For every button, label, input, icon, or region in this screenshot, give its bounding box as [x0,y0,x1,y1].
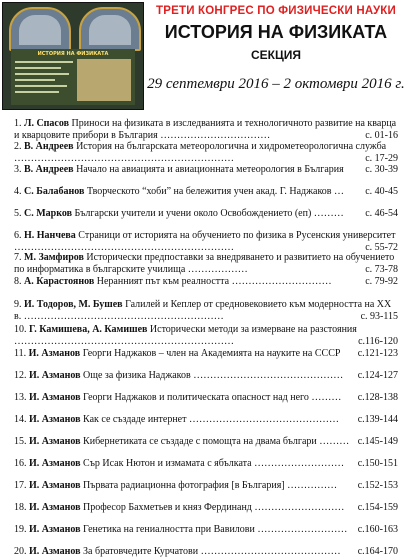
congress-heading: ТРЕТИ КОНГРЕС ПО ФИЗИЧЕСКИ НАУКИ [156,5,396,17]
entry-dots: …………………………………… [200,546,341,557]
toc-entry [14,186,398,198]
entry-title: Генетика на гениалността при Вавилови [83,524,255,535]
toc-entry [14,370,398,382]
page-title: ИСТОРИЯ НА ФИЗИКАТА [164,22,388,42]
entry-authors: М. Замфиров [24,252,84,263]
entry-authors: С. Марков [24,208,73,219]
entry-dots: … [334,186,345,197]
entry-page: с.124-127 [357,370,398,381]
entry-authors: И. Азманов [29,546,81,557]
window-decoration [79,7,141,51]
entry-page: с. 46-54 [365,208,398,219]
entry-number: 13. [14,392,27,403]
entry-dots: ………………………………………………………… [14,241,234,253]
entry-number: 8. [14,276,22,287]
entry-dots: ……………………… [254,458,345,469]
entry-page: с. 01-16 [365,129,398,141]
entry-page: с. 55-72 [365,241,398,253]
entry-number: 17. [14,480,27,491]
toc-entry [14,324,398,347]
entry-page: с.121-123 [357,348,398,359]
entry-authors: И. Азманов [29,414,81,425]
toc-entry [14,392,398,404]
entry-title: За братовчедите Курчатови [83,546,199,557]
entry-authors: И. Тодоров, М. Бушев [24,299,123,310]
toc-entry [14,546,398,558]
entry-number: 2. [14,141,22,152]
entry-dots: ……… [311,392,342,403]
toc-entry [14,436,398,448]
section-label: СЕКЦИЯ [250,48,301,62]
entry-number: 3. [14,164,22,175]
entry-title: Георги Наджаков – член на Академията на науките на СССР [82,348,341,359]
entry-page: с.164-170 [357,546,398,557]
entry-authors: И. Азманов [29,370,81,381]
entry-page: с.152-153 [357,480,398,491]
entry-title: Кибернетиката се създаде с помощта на двама българи [83,436,317,447]
entry-authors: Н. Нанчева [24,230,76,241]
entry-number: 5. [14,208,22,219]
toc-entry [14,276,398,288]
entry-title: Първата радиационна фотография [в България] [83,480,285,491]
entry-dots: …………………………………………………… [23,310,224,322]
entry-number: 16. [14,458,27,469]
entry-page: с.128-138 [357,392,398,403]
header [0,0,408,112]
toc-entry [14,348,398,360]
entry-number: 14. [14,414,27,425]
entry-authors: И. Азманов [29,458,81,469]
entry-dots: ……………………… [254,502,345,513]
toc-entry [14,230,398,253]
entry-number: 15. [14,436,27,447]
entry-number: 10. [14,324,27,335]
entry-page: с.116-120 [358,335,398,347]
entry-number: 6. [14,230,22,241]
entry-authors: Г. Камишева, А. Камишев [29,324,148,335]
entry-dots: …………………………… [160,129,271,141]
entry-dots: ……… [319,436,350,447]
entry-title: Исторически методи за измерване на разстояния [149,324,357,335]
entry-number: 11. [14,348,27,359]
entry-page: с.160-163 [357,524,398,535]
entry-authors: И. Азманов [29,524,81,535]
entry-number: 1. [14,118,22,129]
entry-page: с.150-151 [357,458,398,469]
entry-dots: ……………… [187,263,248,275]
entry-title: История на българската метеорологична и хидрометеорологична служба [76,141,387,152]
entry-title: Неранният път към реалността [96,276,230,287]
entry-authors: И. Азманов [28,348,81,359]
toc-entry [14,164,398,176]
toc-entry [14,458,398,470]
entry-title: Творческото “хоби” на бележития учен акад. Г. Наджаков [86,186,332,197]
entry-authors: И. Азманов [29,480,81,491]
entry-title: Исторически предпоставки за внедряването и развитието на обучението по информатика в българските училища [14,252,395,275]
entry-title: Начало на авиацията и авиационната метеорология в България [76,164,344,175]
toc-entry [14,208,398,220]
toc-entry [14,118,398,141]
entry-title: Още за физика Наджаков [83,370,191,381]
poster-panel [11,49,135,105]
entry-authors: С. Балабанов [24,186,85,197]
toc-entry [14,480,398,492]
entry-page: с.139-144 [357,414,398,425]
entry-dots: ……… [313,208,344,219]
entry-title: Професор Бахметьев и княз Фердинанд [83,502,252,513]
entry-page: с.145-149 [357,436,398,447]
entry-dots: ……………………… [257,524,348,535]
conference-dates: 29 септември 2016 – 2 октомври 2016 г. [147,76,405,92]
entry-page: с. 93-115 [360,310,398,322]
entry-title: Сър Исак Нютон и измамата с ябълката [83,458,252,469]
entry-title: Страници от историята на обучението по физика в Русенския университет [78,230,396,241]
entry-page: с. 30-39 [365,164,398,175]
toc-entry [14,299,398,322]
entry-dots: ………………………… [231,276,332,287]
entry-number: 18. [14,502,27,513]
toc-entry [14,524,398,536]
entry-authors: В. Андреев [24,164,74,175]
entry-dots: ………………………………………………………… [14,335,234,347]
entry-number: 4. [14,186,22,197]
toc-entry [14,141,398,164]
window-decoration [9,7,71,51]
entry-number: 19. [14,524,27,535]
entry-page: с. 73-78 [365,263,398,275]
entry-page: с. 40-45 [365,186,398,197]
entry-authors: И. Азманов [29,436,81,447]
poster-photo [77,59,131,101]
poster-title: ИСТОРИЯ НА ФИЗИКАТА [37,51,109,57]
entry-page: с. 79-92 [365,276,398,287]
entry-page: с.154-159 [357,502,398,513]
entry-authors: И. Азманов [29,502,81,513]
entry-title: Галилей и Кеплер от средновековието към модерността на ХХ в. [14,299,392,322]
toc-entry [14,414,398,426]
toc-entry [14,252,398,275]
entry-number: 9. [14,299,22,310]
entry-dots: ……………………………………… [188,414,339,425]
entry-authors: Л. Спасов [24,118,70,129]
entry-page: с. 17-29 [365,152,398,164]
toc-entry [14,502,398,514]
congress-poster-image [2,2,144,110]
entry-title: Георги Наджаков и политическата опасност над него [83,392,309,403]
entry-title: Приноси на физиката в изследванията и технологичното развитие на кварца и кварцовите прибори в България [14,118,397,141]
entry-number: 12. [14,370,27,381]
entry-dots: ………………………………………………………… [14,152,234,164]
entry-dots: ……………………………………… [193,370,344,381]
entry-number: 7. [14,252,22,263]
entry-authors: И. Азманов [29,392,81,403]
entry-title: Български учители и учени около Освобождението (еп) [74,208,312,219]
entry-dots: …………… [287,480,338,491]
entry-title: Как се създаде интернет [83,414,187,425]
entry-authors: А. Карастоянов [24,276,95,287]
entry-number: 20. [14,546,27,557]
entry-authors: В. Андреев [24,141,74,152]
